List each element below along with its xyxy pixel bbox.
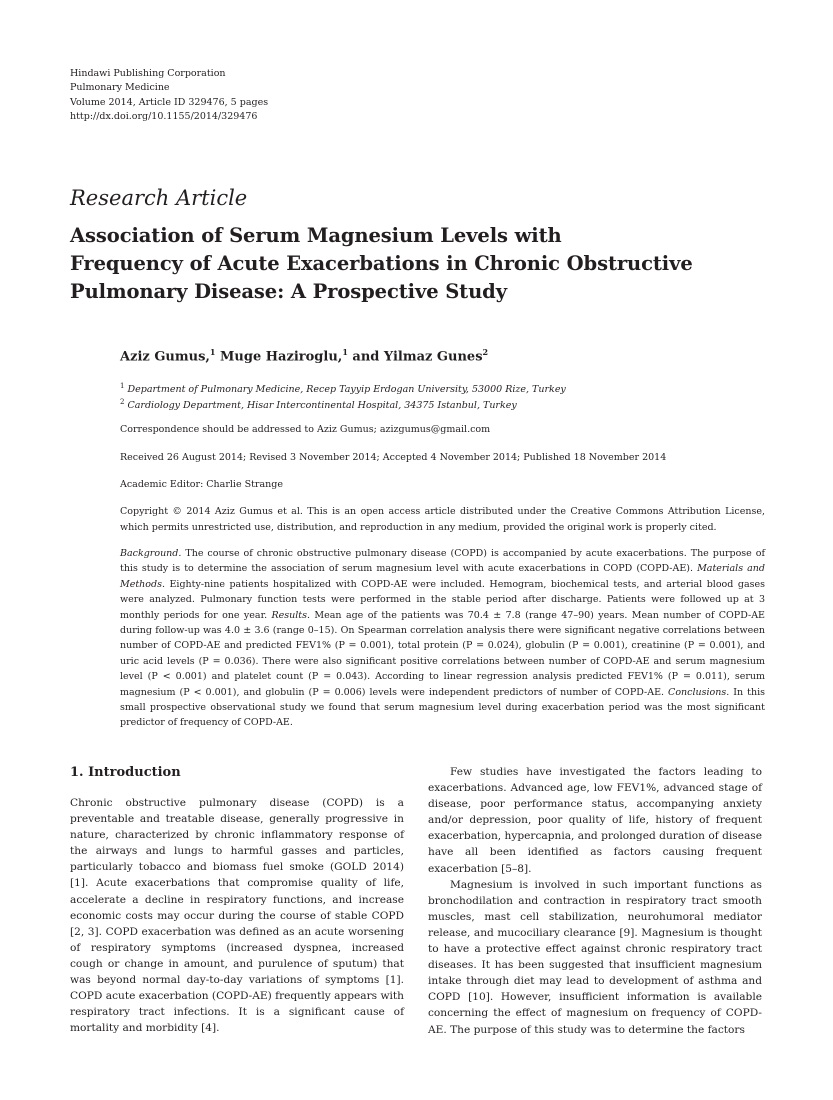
affiliation-text: Department of Pulmonary Medicine, Recep Tayyip Erdogan University, 53000 Rize, Turkey [127, 384, 566, 396]
academic-editor: Academic Editor: Charlie Strange [120, 479, 283, 490]
author-list [120, 347, 488, 364]
publication-dates: Received 26 August 2014; Revised 3 November 2014; Accepted 4 November 2014; Published 18 November 2014 [120, 452, 667, 463]
body-paragraph: Chronic obstructive pulmonary disease (COPD) is a preventable and treatable disease, generally progressive in nature, characterized by chronic inflammatory response of the airways and lungs to harmful gasses and particles, particularly tobacco and biomass fuel smoke (GOLD 2014) [1]. Acute exacerbations that compromise quality of life, accelerate a decline in respiratory functions, and increase economic costs may occur during the course of stable COPD [2, 3]. COPD exacerbation was defined as an acute worsening of respiratory symptoms (increased dyspnea, increased cough or change in amount, and purulence of sputum) that was beyond normal day-to-day variations of symptoms [1]. COPD acute exacerbation (COPD-AE) frequently appears with respiratory tract infections. It is a significant cause of mortality and morbidity [4]. [70, 797, 404, 1035]
copyright-notice: Copyright © 2014 Aziz Gumus et al. This is an open access article distributed under the Creative Commons Attribution License, which permits unrestricted use, distribution, and reproduction in any medium, provided the original work is properly cited. [120, 506, 765, 533]
author-name: Aziz Gumus, [120, 349, 210, 365]
abstract-results-text: Mean age of the patients was 70.4 ± 7.8 (range 47–90) years. Mean number of COPD-AE during follow-up was 4.0 ± 3.6 (range 0–15). On Spearman correlation analysis there were significant negative correlations between number of COPD-AE and predicted FEV1% (P = 0.001), total protein (P = 0.024), globulin (P = 0.001), creatinine (P = 0.001), and uric acid levels (P = 0.036). There were also significant positive correlations between number of COPD-AE and serum magnesium level (P < 0.001) and platelet count (P = 0.043). According to linear regression analysis predicted FEV1% (P = 0.011), serum magnesium (P < 0.001), and globulin (P = 0.006) levels were independent predictors of number of COPD-AE. [120, 609, 765, 698]
abstract-methods-label: Materials and Methods. [120, 563, 765, 590]
affiliation-text: Cardiology Department, Hisar Intercontinental Hospital, 34375 Istanbul, Turkey [127, 400, 517, 412]
author-name: and Yilmaz Gunes [352, 349, 483, 365]
abstract [120, 546, 765, 731]
abstract-results-label: Results. [271, 609, 311, 621]
right-column [428, 764, 762, 1038]
journal-info [70, 67, 268, 124]
body-paragraph: Magnesium is involved in such important functions as bronchodilation and contraction in respiratory tract smooth muscles, mast cell stabilization, neurohumoral mediator release, and mucociliary clearance [9]. Magnesium is thought to have a protective effect against chronic respiratory tract diseases. It has been suggested that insufficient magnesium intake through diet may lead to development of asthma and COPD [10]. However, insufficient information is available concerning the effect of magnesium on frequency of COPD-AE. The purpose of this study was to determine the factors [428, 878, 762, 1036]
body-paragraph: Few studies have investigated the factors leading to exacerbations. Advanced age, low FEV1%, advanced stage of disease, poor performance status, accompanying anxiety and/or depression, poor quality of life, history of frequent exacerbation, hypercapnia, and prolonged duration of disease have all been identified as factors causing frequent exacerbation [5–8]. [428, 766, 762, 875]
volume-line: Volume 2014, Article ID 329476, 5 pages [70, 96, 269, 108]
left-column [70, 764, 404, 1036]
abstract-methods-text: Eighty-nine patients hospitalized with COPD-AE were included. Hemogram, biochemical tests, and arterial blood gases were analyzed. Pulmonary function tests were performed in the stable period after discharge. Patients were followed up at 3 monthly periods for one year. [120, 578, 765, 621]
affiliation-mark: 2 [120, 398, 125, 406]
author-affil-mark: 1 [209, 347, 216, 357]
doi-link[interactable]: http://dx.doi.org/10.1155/2014/329476 [70, 110, 258, 122]
abstract-conclusions-label: Conclusions. [668, 686, 730, 698]
abstract-background-text: The course of chronic obstructive pulmonary disease (COPD) is accompanied by acute exacerbations. The purpose of this study is to determine the association of serum magnesium level with acute exacerbations in COPD (COPD-AE). [120, 548, 765, 575]
abstract-conclusions-text: In this small prospective observational study we found that serum magnesium level during exacerbation period was the most significant predictor of frequency of COPD-AE. [120, 686, 765, 729]
affiliation-1 [120, 382, 566, 395]
correspondence: Correspondence should be addressed to Aziz Gumus; azizgumus@gmail.com [120, 424, 491, 435]
author-affil-mark: 1 [342, 347, 348, 357]
title-line: Association of Serum Magnesium Levels with [70, 224, 562, 247]
abstract-background-label: Background. [120, 548, 182, 559]
affiliation-mark: 1 [120, 382, 125, 390]
publisher: Hindawi Publishing Corporation [70, 68, 226, 79]
author-affil-mark: 2 [482, 347, 489, 357]
title-line: Frequency of Acute Exacerbations in Chronic Obstructive [70, 252, 693, 275]
paper-title [70, 222, 770, 306]
article-type: Research Article [70, 186, 248, 210]
affiliation-2 [120, 398, 517, 411]
author-name: Muge Haziroglu, [220, 349, 343, 365]
section-heading-introduction: 1. Introduction [70, 765, 181, 780]
journal-name: Pulmonary Medicine [70, 82, 170, 94]
title-line: Pulmonary Disease: A Prospective Study [70, 280, 507, 303]
